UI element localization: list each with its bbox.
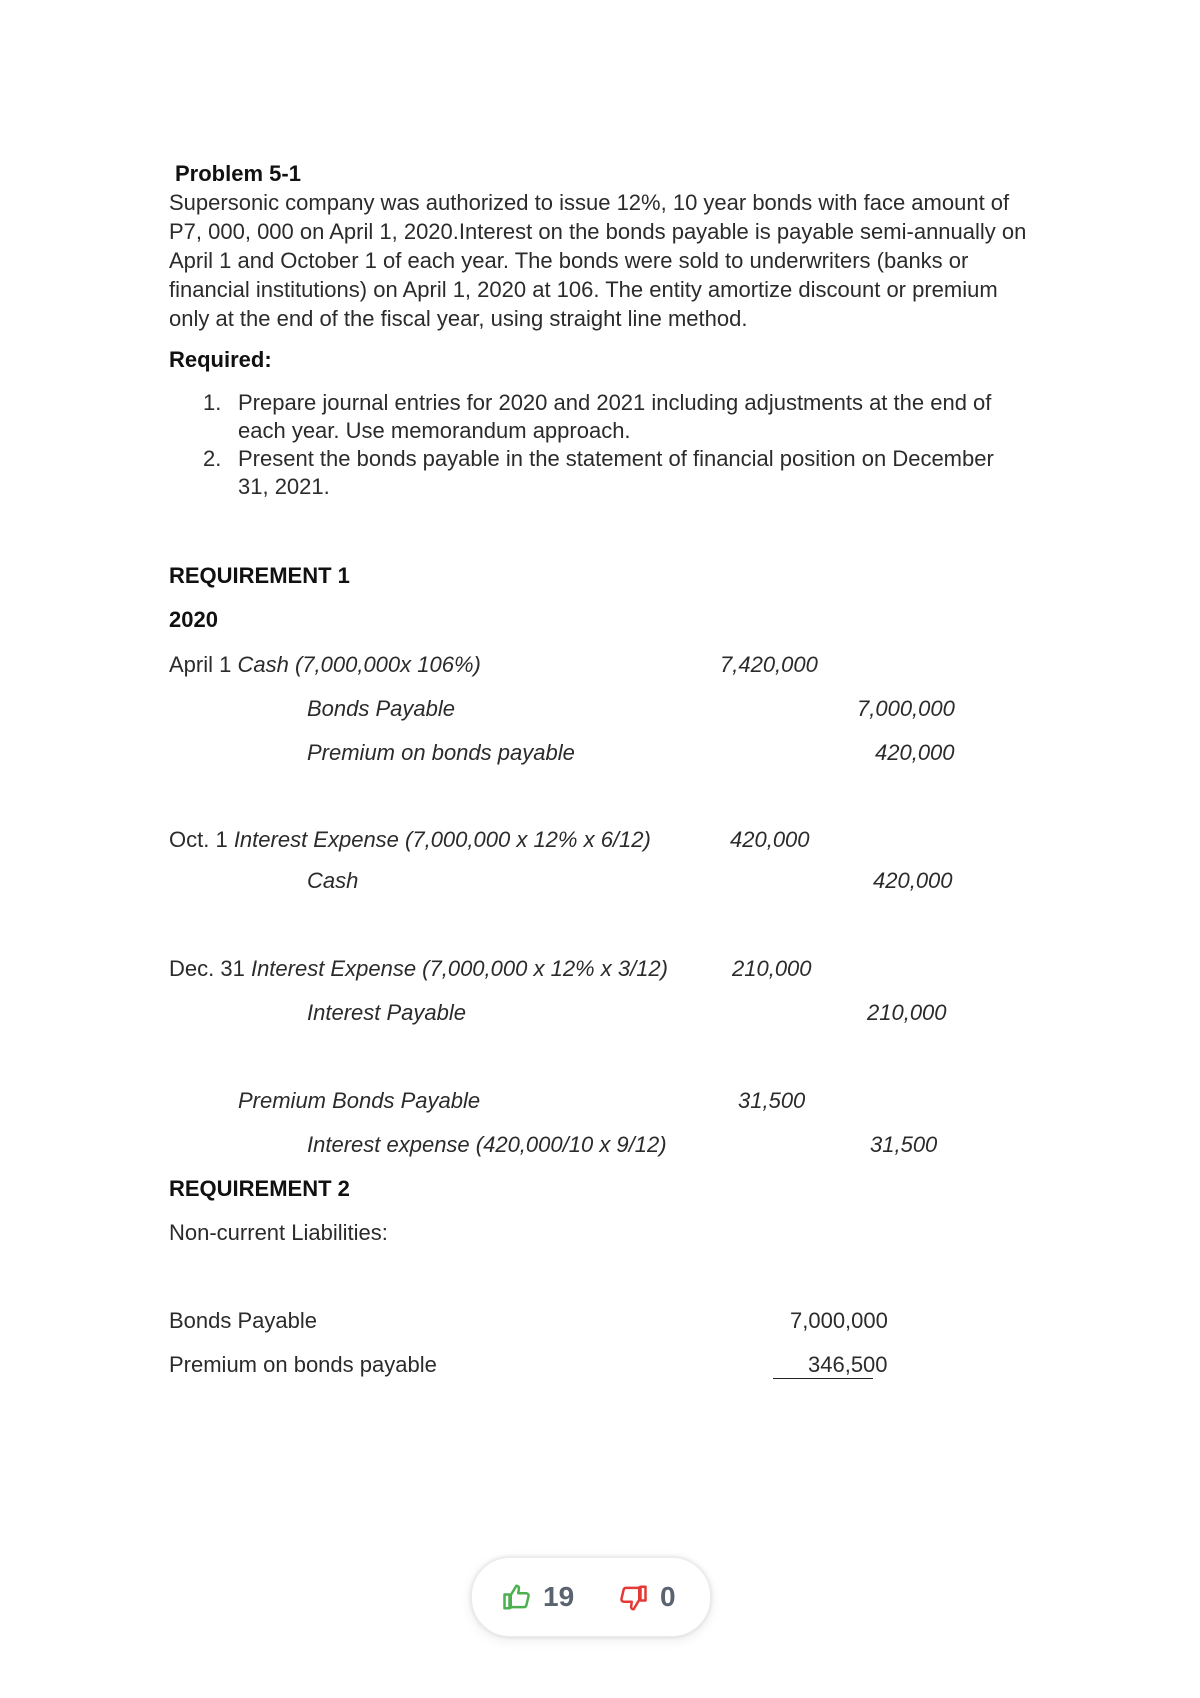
list-item-line: each year. Use memorandum approach.: [238, 418, 631, 443]
description-line: financial institutions) on April 1, 2020 at 106. The entity amortize discount or premium: [169, 277, 998, 302]
list-number: 1.: [203, 390, 222, 415]
list-item: [238, 389, 991, 445]
upvote-count: 19: [543, 1581, 575, 1612]
list-item: [238, 445, 994, 501]
list-item-line: Present the bonds payable in the statement of financial position on December: [238, 446, 994, 471]
description-line: P7, 000, 000 on April 1, 2020.Interest on the bonds payable is payable semi-annually on: [169, 219, 1027, 244]
debit-account: Interest Expense (7,000,000 x 12% x 3/12): [250, 956, 668, 981]
problem-title: Problem 5-1: [175, 161, 301, 186]
problem-description: [169, 188, 1074, 333]
vote-widget: [471, 1557, 711, 1637]
credit-amount: 210,000: [867, 1000, 947, 1025]
credit-amount: 31,500: [870, 1132, 938, 1157]
credit-amount: 7,000,000: [857, 696, 955, 721]
liability-label: Premium on bonds payable: [169, 1352, 437, 1377]
entry-date: Dec. 31: [169, 956, 245, 981]
debit-amount: 420,000: [730, 827, 810, 852]
list-item-line: Prepare journal entries for 2020 and 2021 including adjustments at the end of: [238, 390, 992, 415]
debit-amount: 210,000: [732, 956, 812, 981]
debit-amount: 7,420,000: [720, 652, 818, 677]
credit-amount: 420,000: [873, 868, 953, 893]
requirement-1-heading: REQUIREMENT 1: [169, 563, 350, 588]
description-line: Supersonic company was authorized to issue 12%, 10 year bonds with face amount of: [169, 190, 1010, 215]
description-line: only at the end of the fiscal year, using straight line method.: [169, 306, 748, 331]
entry-date: Oct. 1: [169, 827, 228, 852]
credit-account: Premium on bonds payable: [307, 740, 575, 765]
debit-account: Interest Expense (7,000,000 x 12% x 6/12): [233, 827, 651, 852]
entry-date: April 1: [169, 652, 232, 677]
year-heading: 2020: [169, 607, 218, 632]
thumbs-down-icon: [618, 1583, 648, 1613]
thumbs-up-icon: [502, 1582, 532, 1612]
total-underline: [773, 1378, 873, 1379]
credit-account: Bonds Payable: [307, 696, 455, 721]
credit-amount: 420,000: [875, 740, 955, 765]
debit-account: Cash (7,000,000x 106%): [237, 652, 481, 677]
liability-amount: 7,000,000: [790, 1308, 888, 1333]
credit-account: Interest Payable: [307, 1000, 466, 1025]
credit-account: Cash: [307, 868, 359, 893]
required-heading: Required:: [169, 347, 272, 372]
downvote-count: 0: [660, 1581, 676, 1612]
credit-account: Interest expense (420,000/10 x 9/12): [307, 1132, 667, 1157]
liability-amount: 346,500: [808, 1352, 888, 1377]
requirement-2-heading: REQUIREMENT 2: [169, 1176, 350, 1201]
list-number: 2.: [203, 446, 222, 471]
debit-account: Premium Bonds Payable: [238, 1088, 481, 1113]
liabilities-subheading: Non-current Liabilities:: [169, 1220, 388, 1245]
list-item-line: 31, 2021.: [238, 474, 330, 499]
debit-amount: 31,500: [738, 1088, 806, 1113]
journal-entry-row: [169, 955, 668, 983]
liability-label: Bonds Payable: [169, 1308, 317, 1333]
journal-entry-row: [169, 826, 651, 854]
journal-entry-row: [169, 651, 481, 679]
description-line: April 1 and October 1 of each year. The bonds were sold to underwriters (banks or: [169, 248, 969, 273]
